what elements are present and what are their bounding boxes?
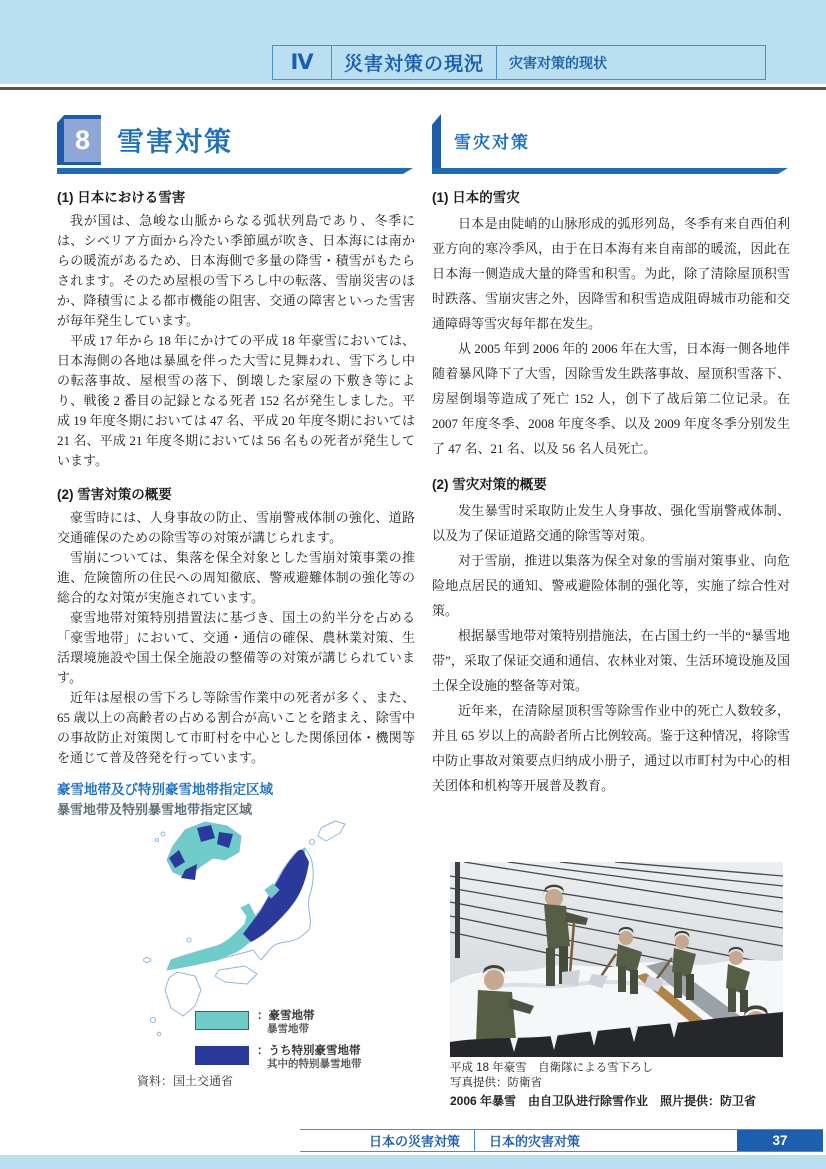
title-accent-bar (432, 114, 441, 168)
header-divider-rule (0, 87, 826, 90)
title-underline-ja (57, 168, 413, 174)
section-title-ja (57, 112, 415, 176)
map-title-ja: 豪雪地帯及び特別豪雪地帯指定区域 (57, 782, 273, 797)
footer-title-zh: 日本的灾害对策 (489, 1134, 581, 1149)
footer-strip (0, 1155, 826, 1169)
chapter-header-box (272, 45, 766, 80)
paragraph-zh: 日本是由陡峭的山脉形成的弧形列岛，冬季有来自西伯利亚方向的寒冷季风，由于在日本海有来自南部的暖流，因此在日本海一侧造成大量的降雪和积雪。为此，除了清除屋顶积雪时跌落、雪崩灾害之外，因降雪和积雪造成阻碍城市功能和交通障碍等雪灾每年都在发生。 (432, 216, 790, 331)
paragraph-zh: 从 2005 年到 2006 年的 2006 年在大雪，日本海一侧各地伴随着暴风降下了大雪，因除雪发生跌落事故、屋顶积雪落下、房屋倒塌等造成了死亡 152 人，创下了战后第二位记录。在 2007 年度冬季、2008 年度冬季、以及 2009 年度冬季分别发生了 47 名、21 名、以及 56 名人员死亡。 (432, 341, 790, 456)
photo-caption-ja-line1: 平成 18 年豪雪 自衛隊による雪下ろし (450, 1062, 654, 1074)
legend-swatch-special-heavy-snow (195, 1046, 249, 1065)
photo-caption-ja (450, 1061, 783, 1091)
paragraph-ja: 豪雪時には、人身事故の防止、雪崩警戒体制の強化、道路交通確保のための除雪等の対策が講じられます。 (57, 510, 415, 545)
utility-pole (455, 862, 460, 958)
footer-title-ja: 日本の災害対策 (300, 1130, 475, 1151)
chapter-roman-numeral: Ⅳ (273, 46, 332, 79)
japanese-column (57, 112, 415, 768)
title-underline-zh (432, 168, 788, 174)
paragraph-ja: 我が国は、急峻な山脈からなる弧状列島であり、冬季には、シベリア方面から冷たい季節風が吹き、日本海には南からの暖流があるため、日本海側で多量の降雪・積雪がもたらされます。そのため屋根の雪下ろし中の転落、雪崩災害のほか、降積雪による都市機能の阻害、交通の障害といった雪害が毎年発生しています。 (57, 213, 415, 328)
page-footer (300, 1129, 823, 1152)
map-source-credit: 資料：国土交通省 (137, 1074, 234, 1088)
paragraph-ja: 雪崩については、集落を保全対象とした雪崩対策事業の推進、危険箇所の住民への周知徹底、警戒避難体制の強化等の総合的な対策が実施されています。 (57, 550, 415, 605)
legend-label-ja: ：豪雪地帯 (257, 1010, 315, 1022)
chapter-title-zh: 灾害对策的现状 (509, 54, 608, 71)
heading-ja-1: (1) 日本における雪害 (57, 190, 186, 205)
heading-zh-1: (1) 日本的雪灾 (432, 190, 520, 205)
heading-zh-2: (2) 雪灾对策的概要 (432, 477, 547, 492)
page-title-zh: 雪灾对策 (454, 133, 530, 152)
snow-removal-photo-illustration (450, 862, 783, 1057)
paragraph-ja: 平成 17 年から 18 年にかけての平成 18 年豪雪においては、日本海側の各地は暴風を伴った大雪に見舞われ、雪下ろし中の転落事故、屋根雪の落下、倒壊した家屋の下敷き等により、戦後 2 番目の記録となる死者 152 名が発生しました。平成 19 年度冬期においては 47 名、平成 20 年度冬期においては 21 名、平成 21 年度冬期においては 56 名もの死者が発生しています。 (57, 333, 415, 468)
legend-label-zh: 暴雪地带 (267, 1023, 309, 1035)
page-number: 37 (737, 1130, 823, 1151)
legend-item-heavy-snow (195, 1010, 362, 1036)
snow-removal-photo-figure (450, 862, 783, 1109)
paragraph-zh: 近年来，在清除屋顶积雪等除雪作业中的死亡人数较多，并且 65 岁以上的高龄者所占比例较高。鉴于这种情况，将除雪中防止事故对策要点归纳成小册子，通过以市町村为中心的相关团体和机构等开展普及教育。 (432, 703, 790, 793)
legend-swatch-heavy-snow (195, 1011, 249, 1030)
chapter-number-badge: 8 (64, 119, 101, 162)
japanese-body-text (57, 186, 415, 768)
paragraph-zh: 发生暴雪时采取防止发生人身事故、强化雪崩警戒体制、以及为了保证道路交通的除雪等对策。 (432, 503, 790, 543)
heading-ja-2: (2) 雪害対策の概要 (57, 487, 172, 502)
paragraph-ja: 豪雪地帯対策特別措置法に基づき、国土の約半分を占める「豪雪地帯」において、交通・通信の確保、農林業対策、生活環境施設や国土保全施設の整備等の対策が講じられています。 (57, 610, 415, 685)
paragraph-zh: 根据暴雪地带对策特别措施法，在占国土约一半的“暴雪地带”，采取了保证交通和通信、农林业对策、生活环境设施及国土保全设施的整备等对策。 (432, 628, 790, 693)
snow-zone-map-figure (57, 778, 429, 1093)
paragraph-ja: 近年は屋根の雪下ろし等除雪作業中の死者が多く、また、65 歳以上の高齢者の占める割合が高いことを踏まえ、除雪中の事故防止対策関して市町村を中心とした関係団体・機関等を通じて普及啓発を行っています。 (57, 690, 415, 765)
chinese-body-text (432, 186, 790, 798)
photo-caption-ja-line2: 写真提供：防衛省 (450, 1077, 542, 1089)
chinese-column (432, 112, 790, 798)
section-title-zh (432, 112, 790, 176)
legend-label-ja: ：うち特別豪雪地帯 (257, 1045, 361, 1057)
legend-item-special-heavy-snow (195, 1045, 362, 1071)
photo-caption-zh: 2006 年暴雪 由自卫队进行除雪作业 照片提供：防卫省 (450, 1094, 757, 1108)
map-legend (195, 1010, 362, 1071)
map-title-zh: 暴雪地带及特别暴雪地带指定区域 (57, 802, 253, 817)
legend-label-zh: 其中的特别暴雪地带 (267, 1058, 362, 1070)
chapter-title-ja: 災害対策の現況 (332, 46, 497, 79)
page-title-ja: 雪害対策 (117, 127, 233, 157)
paragraph-zh: 对于雪崩，推进以集落为保全对象的雪崩对策事业、向危险地点居民的通知、警戒避险体制的强化等，实施了综合性对策。 (432, 553, 790, 618)
